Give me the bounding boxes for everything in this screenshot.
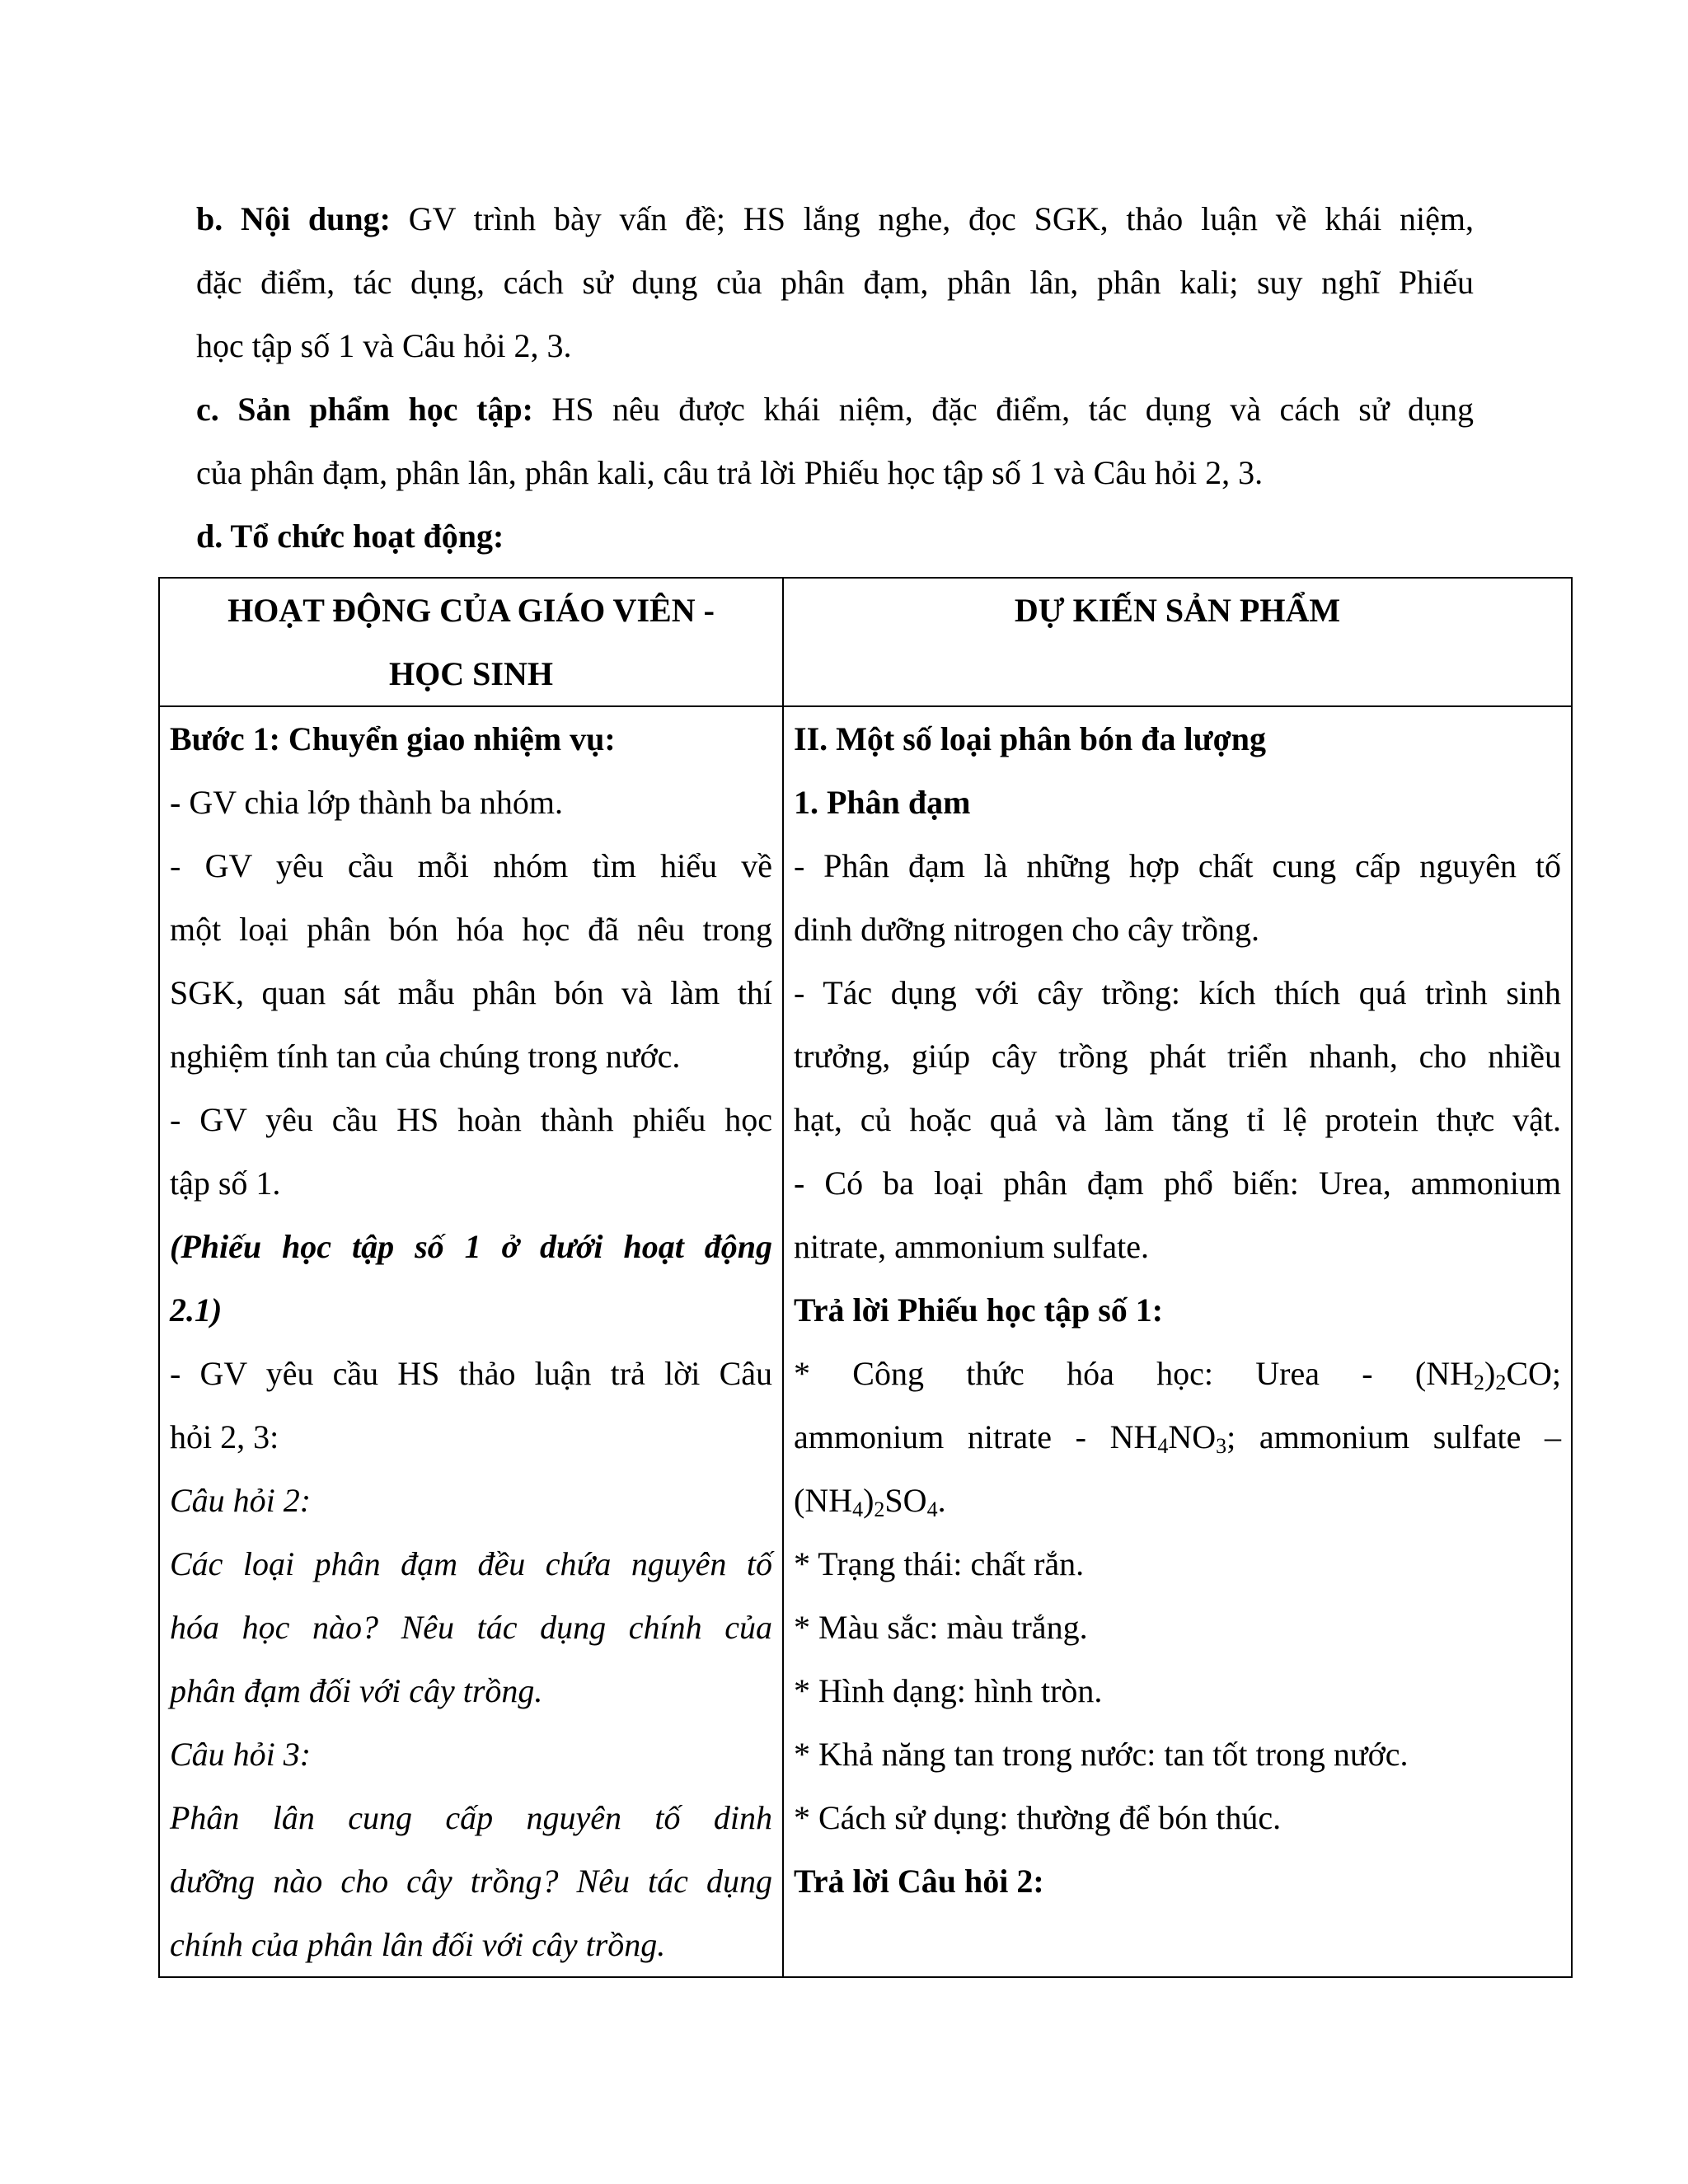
property-line: * Màu sắc: màu trắng. xyxy=(794,1609,1088,1646)
product-line: dinh dưỡng nitrogen cho cây trồng. xyxy=(794,911,1259,948)
product-line: - Tác dụng với cây trồng: kích thích quá trình sinh xyxy=(794,974,1561,1011)
question-3-text: Phân lân cung cấp nguyên tố dinh xyxy=(170,1799,772,1836)
teacher-line: - GV yêu cầu mỗi nhóm tìm hiểu về xyxy=(170,847,772,884)
question-2-text: phân đạm đối với cây trồng. xyxy=(170,1672,543,1709)
question-3-text: chính của phân lân đối với cây trồng. xyxy=(170,1926,666,1963)
teacher-line: hỏi 2, 3: xyxy=(170,1418,279,1455)
question-2-label: Câu hỏi 2: xyxy=(170,1482,312,1519)
formula-line: ammonium nitrate - $NH_4NO_3$; ammonium sulfate – xyxy=(794,1418,1561,1458)
step-1-heading: Bước 1: Chuyển giao nhiệm vụ: xyxy=(170,720,616,757)
header-expected-product: DỰ KIẾN SẢN PHẨM xyxy=(783,578,1572,706)
worksheet-note: 2.1) xyxy=(170,1291,223,1329)
header-teacher-student: HOẠT ĐỘNG CỦA GIÁO VIÊN - HỌC SINH xyxy=(159,578,783,706)
question-3-label: Câu hỏi 3: xyxy=(170,1736,312,1773)
question-2-text: hóa học nào? Nêu tác dụng chính của xyxy=(170,1609,772,1646)
subsection-heading: 1. Phân đạm xyxy=(794,784,971,821)
formula-line: $(NH_4)_2SO_4$. xyxy=(794,1482,946,1521)
section-b-label: b. Nội dung: xyxy=(196,200,391,237)
property-line: * Hình dạng: hình tròn. xyxy=(794,1672,1103,1709)
product-line: - Có ba loại phân đạm phổ biến: Urea, ammonium xyxy=(794,1165,1561,1202)
property-line: * Trạng thái: chất rắn. xyxy=(794,1545,1085,1582)
product-line: - Phân đạm là những hợp chất cung cấp nguyên tố xyxy=(794,847,1561,884)
teacher-line: - GV yêu cầu HS hoàn thành phiếu học xyxy=(170,1101,772,1138)
teacher-line: tập số 1. xyxy=(170,1165,281,1202)
table-row xyxy=(159,706,1572,1977)
teacher-line: - GV yêu cầu HS thảo luận trả lời Câu xyxy=(170,1355,772,1392)
section-heading: II. Một số loại phân bón đa lượng xyxy=(794,720,1266,757)
section-b-line-1: b. Nội dung: GV trình bày vấn đề; HS lắng nghe, đọc SGK, thảo luận về khái niệm, xyxy=(196,200,1475,237)
question-3-text: dưỡng nào cho cây trồng? Nêu tác dụng xyxy=(170,1863,772,1900)
activity-table xyxy=(158,577,1573,1978)
section-b-line-3: học tập số 1 và Câu hỏi 2, 3. xyxy=(196,327,572,364)
teacher-line: một loại phân bón hóa học đã nêu trong xyxy=(170,911,772,948)
teacher-line: nghiệm tính tan của chúng trong nước. xyxy=(170,1038,681,1075)
product-line: trưởng, giúp cây trồng phát triển nhanh, cho nhiều xyxy=(794,1038,1561,1075)
table-header-row xyxy=(159,578,1572,706)
section-c-label: c. Sản phẩm học tập: xyxy=(196,391,533,428)
worksheet-note: (Phiếu học tập số 1 ở dưới hoạt động xyxy=(170,1228,772,1265)
teacher-activity-cell xyxy=(159,706,783,1977)
section-c-line-1: c. Sản phẩm học tập: HS nêu được khái niệm, đặc điểm, tác dụng và cách sử dụng xyxy=(196,391,1475,428)
property-line: * Khả năng tan trong nước: tan tốt trong nước. xyxy=(794,1736,1409,1773)
answer-worksheet-heading: Trả lời Phiếu học tập số 1: xyxy=(794,1291,1164,1329)
formula-line: * Công thức hóa học: Urea - $(NH_2)_2CO$; xyxy=(794,1355,1561,1394)
property-line: * Cách sử dụng: thường để bón thúc. xyxy=(794,1799,1282,1836)
product-line: nitrate, ammonium sulfate. xyxy=(794,1228,1149,1265)
expected-product-cell xyxy=(783,706,1572,1977)
section-c-product xyxy=(196,377,1474,568)
question-2-text: Các loại phân đạm đều chứa nguyên tố xyxy=(170,1545,772,1582)
answer-question-2-heading: Trả lời Câu hỏi 2: xyxy=(794,1863,1044,1900)
section-b-content xyxy=(196,187,1474,377)
product-line: hạt, củ hoặc quả và làm tăng tỉ lệ protein thực vật. xyxy=(794,1101,1561,1138)
teacher-line: SGK, quan sát mẫu phân bón và làm thí xyxy=(170,974,772,1011)
section-d-label: d. Tổ chức hoạt động: xyxy=(196,518,504,555)
section-b-line-2: đặc điểm, tác dụng, cách sử dụng của phân đạm, phân lân, phân kali; suy nghĩ Phiếu xyxy=(196,264,1474,301)
teacher-line: - GV chia lớp thành ba nhóm. xyxy=(170,784,563,821)
section-c-line-2: của phân đạm, phân lân, phân kali, câu trả lời Phiếu học tập số 1 và Câu hỏi 2, 3. xyxy=(196,454,1264,491)
